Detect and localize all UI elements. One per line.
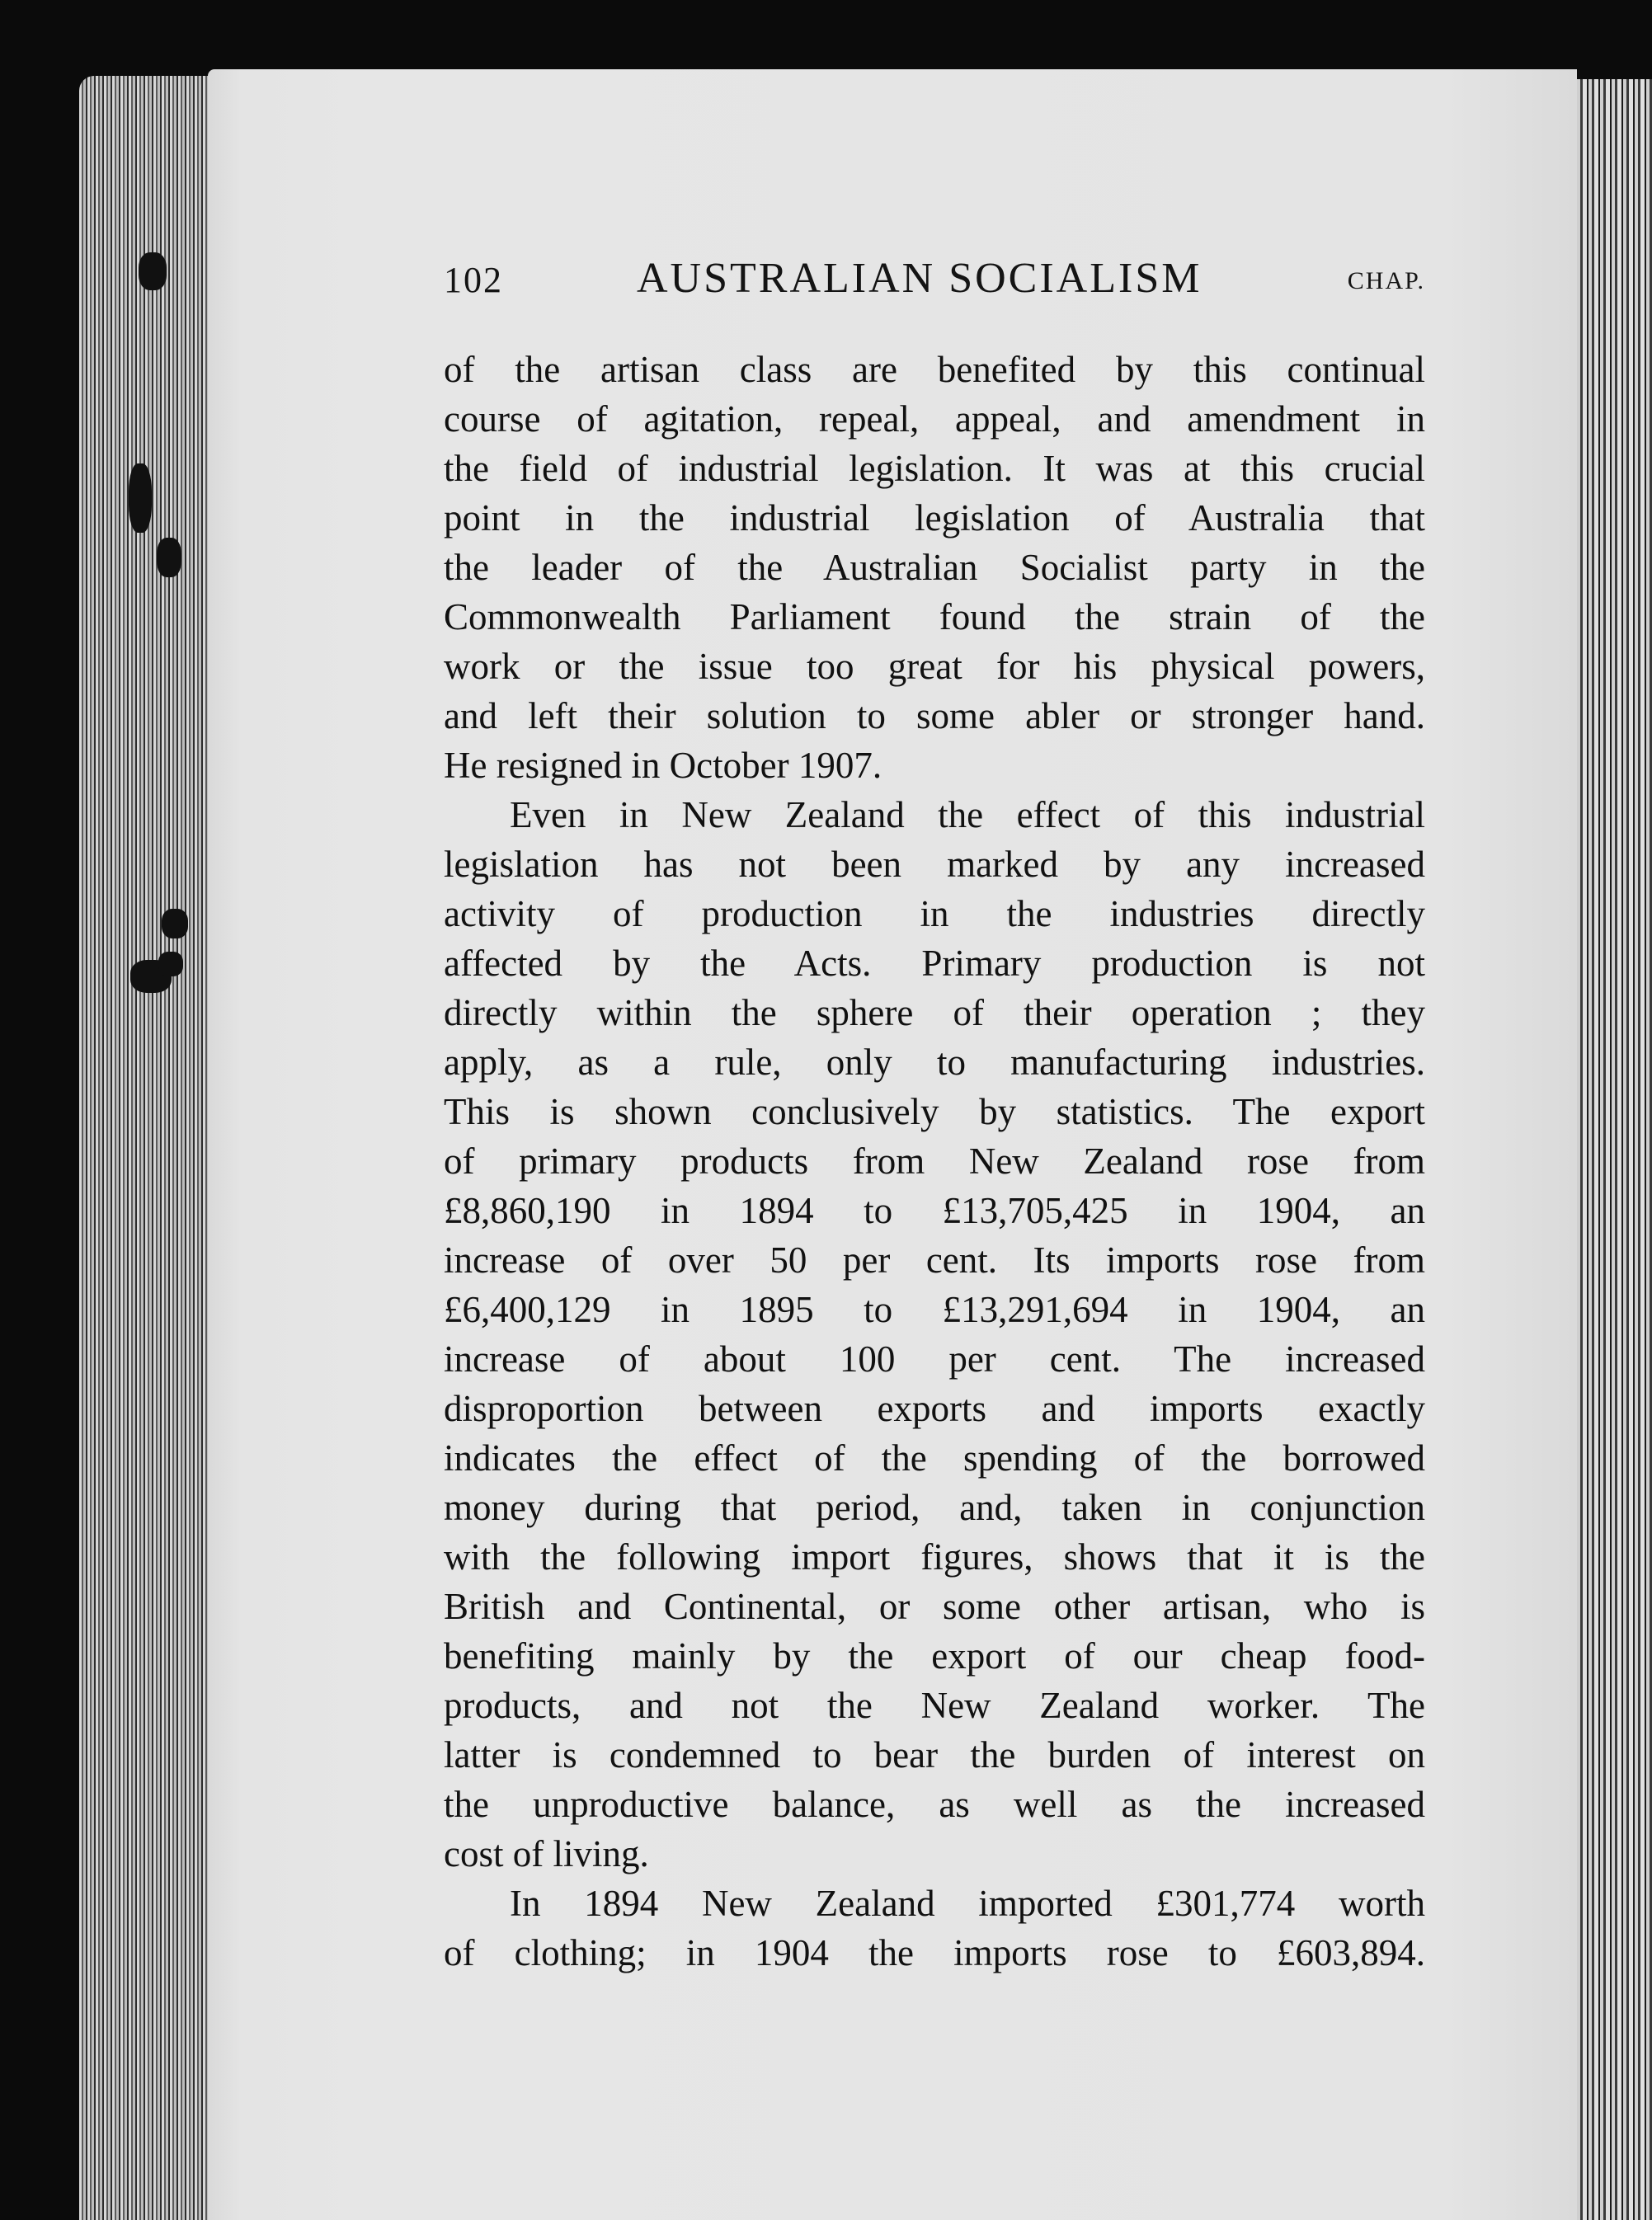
chapter-label: CHAP. <box>1347 267 1425 294</box>
text-line: work or the issue too great for his physical powers, <box>444 646 1425 687</box>
text-line: with the following import figures, shows that it is the <box>444 1536 1425 1578</box>
text-line: latter is condemned to bear the burden of interest on <box>444 1734 1425 1776</box>
text-line: course of agitation, repeal, appeal, and amendment in <box>444 398 1425 440</box>
book-page-edges-right <box>1577 79 1652 2220</box>
text-line: legislation has not been marked by any increased <box>444 844 1425 885</box>
text-line: Even in New Zealand the effect of this industrial <box>510 794 1425 835</box>
gutter-speck <box>157 538 181 577</box>
text-line: affected by the Acts. Primary production is not <box>444 943 1425 984</box>
text-line: directly within the sphere of their operation ; they <box>444 992 1425 1033</box>
text-line: money during that period, and, taken in conjunction <box>444 1487 1425 1528</box>
text-line: Commonwealth Parliament found the strain of the <box>444 596 1425 637</box>
text-line: He resigned in October 1907. <box>444 745 882 786</box>
text-line: point in the industrial legislation of Australia that <box>444 497 1425 539</box>
text-line: apply, as a rule, only to manufacturing industries. <box>444 1042 1425 1083</box>
text-line: activity of production in the industries directly <box>444 893 1425 934</box>
text-line: the leader of the Australian Socialist party in the <box>444 547 1425 588</box>
text-line: of the artisan class are benefited by this continual <box>444 349 1425 390</box>
text-line: British and Continental, or some other artisan, who is <box>444 1586 1425 1627</box>
gutter-speck <box>162 909 188 938</box>
text-line: In 1894 New Zealand imported £301,774 worth <box>510 1883 1425 1924</box>
text-line: cost of living. <box>444 1833 649 1874</box>
text-line: the field of industrial legislation. It was at this crucial <box>444 448 1425 489</box>
gutter-speck <box>158 952 183 976</box>
text-line: of clothing; in 1904 the imports rose to £603,894. <box>444 1932 1425 1973</box>
text-line: the unproductive balance, as well as the increased <box>444 1784 1425 1825</box>
text-line: £6,400,129 in 1895 to £13,291,694 in 1904, an <box>444 1289 1425 1330</box>
book-page-edges-left <box>79 76 211 2220</box>
running-head <box>444 254 1425 312</box>
text-line: products, and not the New Zealand worker. The <box>444 1685 1425 1726</box>
text-line: benefiting mainly by the export of our cheap food- <box>444 1635 1425 1677</box>
text-line: of primary products from New Zealand rose from <box>444 1141 1425 1182</box>
text-line: £8,860,190 in 1894 to £13,705,425 in 1904, an <box>444 1190 1425 1231</box>
gutter-speck <box>129 463 152 533</box>
text-line: and left their solution to some abler or stronger hand. <box>444 695 1425 736</box>
text-line: This is shown conclusively by statistics. The export <box>444 1091 1425 1132</box>
running-title: AUSTRALIAN SOCIALISM <box>637 255 1203 302</box>
text-line: increase of over 50 per cent. Its imports rose from <box>444 1239 1425 1281</box>
gutter-speck <box>139 252 167 290</box>
text-line: increase of about 100 per cent. The increased <box>444 1338 1425 1380</box>
text-line: disproportion between exports and imports exactly <box>444 1388 1425 1429</box>
page-number: 102 <box>444 260 503 300</box>
body-text <box>444 345 1425 1978</box>
text-line: indicates the effect of the spending of the borrowed <box>444 1437 1425 1479</box>
